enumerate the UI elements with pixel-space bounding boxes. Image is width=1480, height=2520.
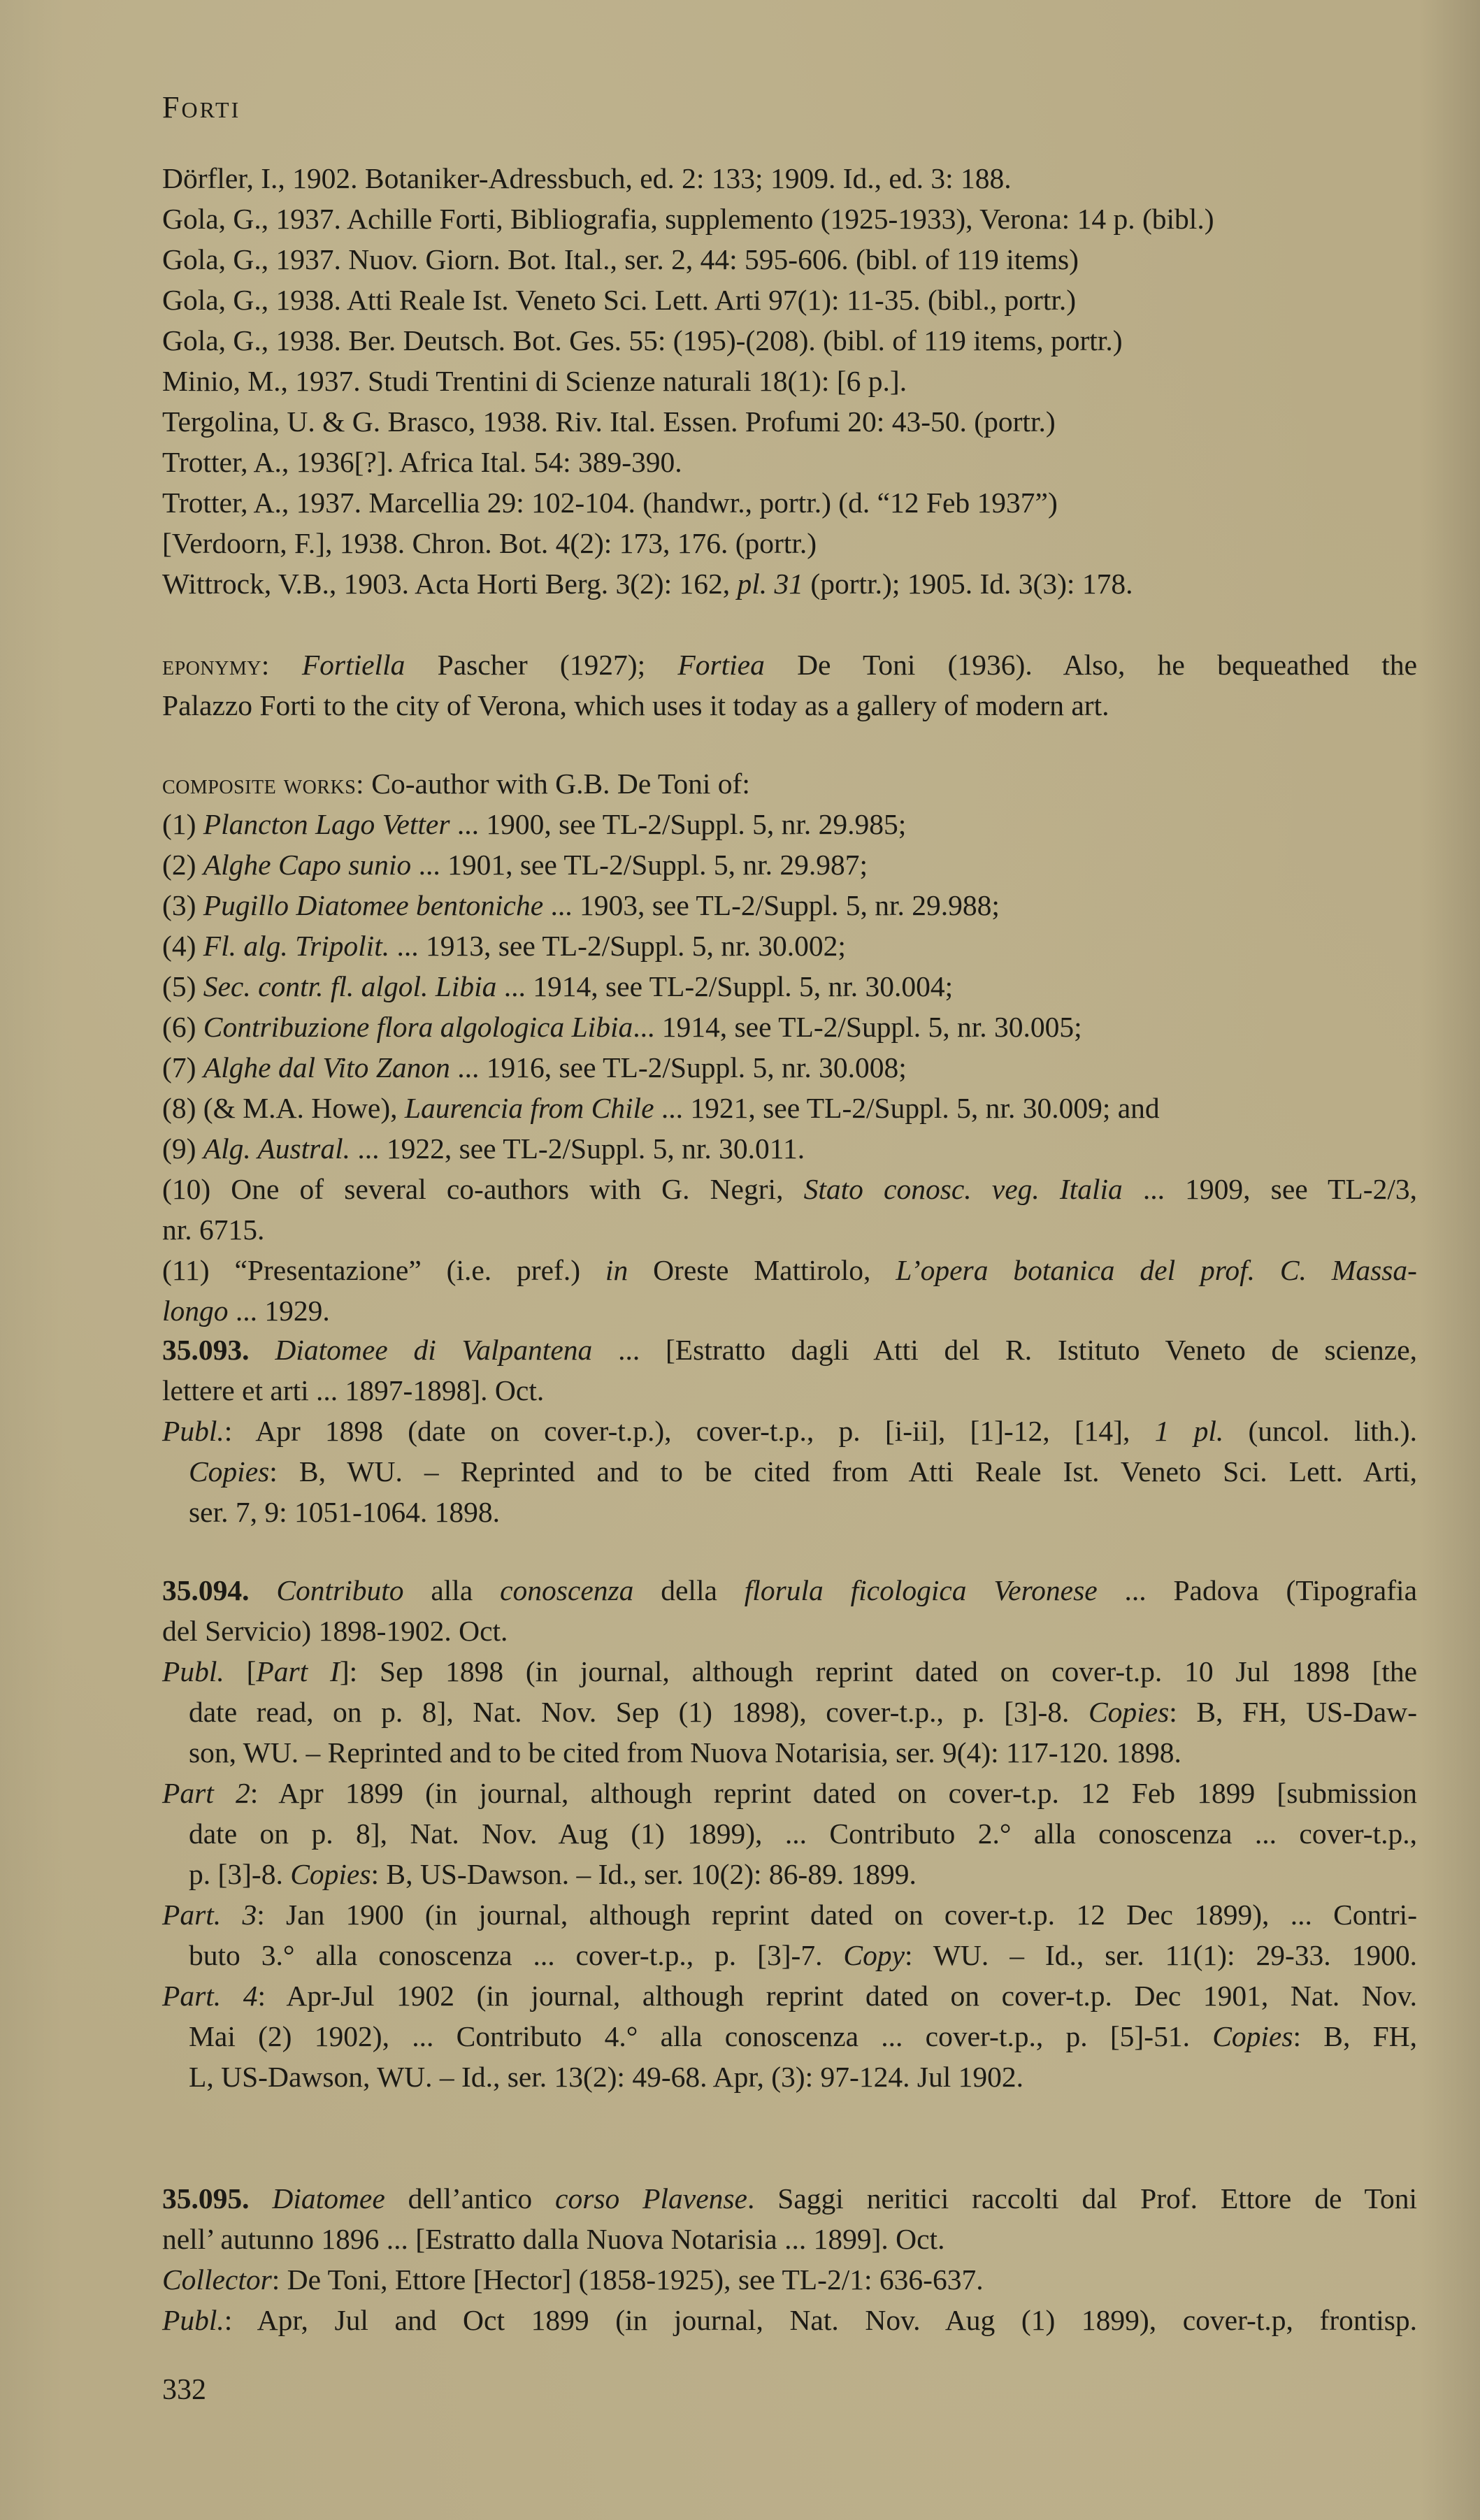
- composite-item: [162, 1007, 1417, 1047]
- entry-text: ... Padova (Tipografia: [1097, 1574, 1417, 1606]
- running-head-rest: ORTI: [181, 97, 241, 122]
- composite-intro-text: Co-author with G.B. De Toni of:: [364, 768, 750, 800]
- item-text: (11) “Presentazione” (i.e. pref.): [162, 1254, 605, 1286]
- entry-number: 35.094.: [162, 1574, 250, 1606]
- item-number: (8) (& M.A. Howe),: [162, 1092, 405, 1124]
- item-text: Oreste Mattirolo,: [628, 1254, 896, 1286]
- publ-line: [162, 1651, 1417, 1692]
- item-title: Alg. Austral.: [203, 1132, 350, 1165]
- entry-35-095: [162, 2178, 1417, 2340]
- item-text: ... 1903, see TL-2/Suppl. 5, nr. 29.988;: [543, 889, 1000, 921]
- item-title: Laurencia from Chile: [404, 1092, 654, 1124]
- part-line: date on p. 8], Nat. Nov. Aug (1) 1899), ... Contributo 2.° alla conoscenza ... cover-t.p.,: [189, 1817, 1417, 1850]
- publ-text: ]: Sep 1898 (in journal, although reprint dated on cover-t.p. 10 Jul 1898 [the: [339, 1655, 1417, 1687]
- eponym-text: [270, 649, 302, 681]
- composite-item: [162, 1128, 1417, 1169]
- collector-text: : De Toni, Ettore [Hector] (1858-1925), see TL-2/1: 636-637.: [271, 2263, 984, 2296]
- entry-title: florula ficologica Veronese: [744, 1574, 1098, 1606]
- entry-text: ... [Estratto dagli Atti del R. Istituto Veneto de scienze,: [592, 1334, 1418, 1366]
- item-title: Stato conosc. veg. Italia: [803, 1173, 1123, 1205]
- item-text: ... 1909, see TL-2/3,: [1122, 1173, 1417, 1205]
- composite-intro: [162, 763, 1417, 804]
- part-text: Mai (2) 1902), ... Contributo 4.° alla conoscenza ... cover-t.p., p. [5]-51.: [189, 2020, 1213, 2052]
- part-line: [162, 1894, 1417, 1935]
- publ-text: date read, on p. 8], Nat. Nov. Sep (1) 1898), cover-t.p., p. [3]-8.: [189, 1696, 1089, 1728]
- item-number: (1): [162, 808, 203, 840]
- plate-ref: 1 pl.: [1154, 1415, 1224, 1447]
- running-head: [162, 89, 240, 125]
- item-text: ... 1900, see TL-2/Suppl. 5, nr. 29.985;: [450, 808, 907, 840]
- entry-text: dell’antico: [385, 2182, 556, 2215]
- reference-item: Gola, G., 1937. Nuov. Giorn. Bot. Ital., ser. 2, 44: 595-606. (bibl. of 119 items): [162, 243, 1079, 275]
- item-number: (5): [162, 970, 203, 1002]
- eponymy-line: Palazzo Forti to the city of Verona, which uses it today as a gallery of modern art.: [162, 689, 1109, 721]
- publ-label: Publ.: [162, 1415, 224, 1447]
- entry-text: della: [633, 1574, 745, 1606]
- page-number: 332: [162, 2374, 206, 2406]
- composite-item-cont: [162, 1290, 1417, 1331]
- publ-line: [162, 1411, 1417, 1451]
- publ-text: : Apr, Jul and Oct 1899 (in journal, Nat. Nov. Aug (1) 1899), cover-t.p, frontisp.: [224, 2304, 1417, 2336]
- item-number: (2): [162, 849, 203, 881]
- copies-line: ser. 7, 9: 1051-1064. 1898.: [189, 1496, 500, 1528]
- plate-ref: pl. 31: [737, 568, 804, 600]
- item-text: ... 1921, see TL-2/Suppl. 5, nr. 30.009; and: [654, 1092, 1160, 1124]
- item-text: ... 1922, see TL-2/Suppl. 5, nr. 30.011.: [350, 1132, 805, 1165]
- running-head-initial: F: [162, 90, 182, 124]
- copies-label: Copies: [189, 1455, 270, 1488]
- entry-title: conoscenza: [500, 1574, 634, 1606]
- publ-line: son, WU. – Reprinted and to be cited from Nuova Notarisia, ser. 9(4): 117-120. 1898.: [189, 1736, 1181, 1769]
- composite-item: [162, 926, 1417, 966]
- publ-text: [: [224, 1655, 257, 1687]
- copies-label: Copies: [1089, 1696, 1170, 1728]
- reference-item: Gola, G., 1938. Ber. Deutsch. Bot. Ges. 55: (195)-(208). (bibl. of 119 items, portr.): [162, 324, 1123, 357]
- item-text: ... 1913, see TL-2/Suppl. 5, nr. 30.002;: [389, 930, 846, 962]
- eponym-text: Pascher (1927);: [405, 649, 678, 681]
- part-label: Part. 3: [162, 1899, 257, 1931]
- composite-item: [162, 804, 1417, 844]
- entry-title: Diatomee: [272, 2182, 385, 2215]
- item-title: L’opera botanica del prof. C. Massa-: [896, 1254, 1417, 1286]
- item-text: (10) One of several co-authors with G. Negri,: [162, 1173, 804, 1205]
- item-title: Plancton Lago Vetter: [203, 808, 450, 840]
- copies-line: [162, 1451, 1417, 1492]
- composite-item: [162, 885, 1417, 926]
- part-line: [162, 1773, 1417, 1813]
- copies-text: : B, WU. – Reprinted and to be cited from Atti Reale Ist. Veneto Sci. Lett. Arti,: [269, 1455, 1417, 1488]
- part-text: : Apr-Jul 1902 (in journal, although reprint dated on cover-t.p. Dec 1901, Nat. Nov.: [257, 1980, 1418, 2012]
- composite-item: [162, 1088, 1417, 1128]
- item-text: ... 1901, see TL-2/Suppl. 5, nr. 29.987;: [411, 849, 868, 881]
- publ-line: [162, 2300, 1417, 2340]
- eponymy-label: eponymy:: [162, 649, 270, 681]
- reference-item: Tergolina, U. & G. Brasco, 1938. Riv. Ital. Essen. Profumi 20: 43-50. (portr.): [162, 405, 1056, 438]
- item-title: Contribuzione flora algologica Libia: [203, 1011, 633, 1043]
- reference-item: Minio, M., 1937. Studi Trentini di Scienze naturali 18(1): [6 p.].: [162, 365, 907, 397]
- references-list: [162, 158, 1417, 604]
- item-text-italic: in: [605, 1254, 628, 1286]
- item-text: ... 1914, see TL-2/Suppl. 5, nr. 30.004;: [496, 970, 954, 1002]
- item-number: (9): [162, 1132, 203, 1165]
- collector-line: [162, 2259, 1417, 2300]
- item-title: Sec. contr. fl. algol. Libia: [203, 970, 497, 1002]
- eponymy-line: [162, 645, 1417, 685]
- entry-title-line: lettere et arti ... 1897-1898]. Oct.: [162, 1374, 545, 1406]
- part-line: L, US-Dawson, WU. – Id., ser. 13(2): 49-68. Apr, (3): 97-124. Jul 1902.: [189, 2061, 1024, 2093]
- entry-35-094: [162, 1570, 1417, 2097]
- ref-text: Wittrock, V.B., 1903. Acta Horti Berg. 3(2): 162,: [162, 568, 738, 600]
- item-text: ... 1916, see TL-2/Suppl. 5, nr. 30.008;: [450, 1051, 907, 1083]
- entry-title-line: del Servicio) 1898-1902. Oct.: [162, 1615, 508, 1647]
- publ-text: : Apr 1898 (date on cover-t.p.), cover-t.p., p. [i-ii], [1]-12, [14],: [224, 1415, 1155, 1447]
- composite-item: [162, 1250, 1417, 1290]
- composite-item: [162, 1169, 1417, 1209]
- entry-number: 35.095.: [162, 2182, 250, 2215]
- composite-label: composite works:: [162, 768, 364, 800]
- copies-label: Copies: [1212, 2020, 1293, 2052]
- part-line: [162, 2016, 1417, 2057]
- entry-number: 35.093.: [162, 1334, 250, 1366]
- entry-title-line: nell’ autunno 1896 ... [Estratto dalla Nuova Notarisia ... 1899]. Oct.: [162, 2223, 945, 2255]
- publ-label: Publ.: [162, 1655, 224, 1687]
- part-line: [162, 1975, 1417, 2016]
- entry-title: Diatomee di Valpantena: [275, 1334, 593, 1366]
- copies-label: Copies: [290, 1858, 371, 1890]
- reference-item: [162, 563, 1417, 604]
- item-number: (7): [162, 1051, 203, 1083]
- entry-title-line: [162, 1570, 1417, 1611]
- part-label: Part 2: [162, 1777, 250, 1809]
- composite-item-cont: nr. 6715.: [162, 1214, 265, 1246]
- item-title: Alghe Capo sunio: [203, 849, 412, 881]
- entry-title: corso Plavense: [555, 2182, 747, 2215]
- item-text: ... 1929.: [228, 1295, 330, 1327]
- part-text: : B, US-Dawson. – Id., ser. 10(2): 86-89. 1899.: [371, 1858, 917, 1890]
- composite-works-section: [162, 763, 1417, 1331]
- part-label: Part. 4: [162, 1980, 258, 2012]
- eponym-text: De Toni (1936). Also, he bequeathed the: [764, 649, 1417, 681]
- reference-item: Trotter, A., 1936[?]. Africa Ital. 54: 389-390.: [162, 446, 682, 478]
- composite-item: [162, 844, 1417, 885]
- part-line: [162, 1935, 1417, 1975]
- reference-item: Trotter, A., 1937. Marcellia 29: 102-104. (handwr., portr.) (d. “12 Feb 1937”): [162, 487, 1058, 519]
- collector-label: Collector: [162, 2263, 272, 2296]
- item-text: ... 1914, see TL-2/Suppl. 5, nr. 30.005;: [633, 1011, 1082, 1043]
- eponym-genus: Fortiella: [301, 649, 405, 681]
- reference-item: Gola, G., 1937. Achille Forti, Bibliografia, supplemento (1925-1933), Verona: 14 p. (bibl.): [162, 203, 1214, 235]
- entry-title-line: [162, 2178, 1417, 2219]
- item-title: longo: [162, 1295, 229, 1327]
- item-number: (6): [162, 1011, 203, 1043]
- item-title: Fl. alg. Tripolit.: [203, 930, 390, 962]
- entry-text: alla: [403, 1574, 501, 1606]
- item-number: (3): [162, 889, 203, 921]
- part-label: Part I: [256, 1655, 340, 1687]
- part-text: : B, FH,: [1293, 2020, 1418, 2052]
- part-text: buto 3.° alla conoscenza ... cover-t.p., p. [3]-7.: [189, 1939, 844, 1971]
- item-number: (4): [162, 930, 203, 962]
- part-text: : WU. – Id., ser. 11(1): 29-33. 1900.: [905, 1939, 1417, 1971]
- copies-label: Copy: [843, 1939, 905, 1971]
- reference-item: Gola, G., 1938. Atti Reale Ist. Veneto Sci. Lett. Arti 97(1): 11-35. (bibl., portr.): [162, 284, 1077, 316]
- publ-text: : B, FH, US-Daw-: [1169, 1696, 1418, 1728]
- item-title: Alghe dal Vito Zanon: [203, 1051, 450, 1083]
- eponymy-section: [162, 645, 1417, 726]
- eponym-genus: Fortiea: [677, 649, 765, 681]
- composite-item: [162, 1047, 1417, 1088]
- reference-item: [Verdoorn, F.], 1938. Chron. Bot. 4(2): 173, 176. (portr.): [162, 527, 817, 559]
- part-text: : Jan 1900 (in journal, although reprint dated on cover-t.p. 12 Dec 1899), ... Contri-: [257, 1899, 1418, 1931]
- entry-35-093: [162, 1330, 1417, 1532]
- publ-label: Publ.: [162, 2304, 224, 2336]
- entry-title: Contributo: [276, 1574, 404, 1606]
- ref-text: (portr.); 1905. Id. 3(3): 178.: [803, 568, 1133, 600]
- reference-item: Dörfler, I., 1902. Botaniker-Adressbuch, ed. 2: 133; 1909. Id., ed. 3: 188.: [162, 162, 1012, 194]
- composite-item: [162, 966, 1417, 1007]
- entry-text: . Saggi neritici raccolti dal Prof. Ettore de Toni: [747, 2182, 1418, 2215]
- item-title: Pugillo Diatomee bentoniche: [203, 889, 544, 921]
- publ-text: (uncol. lith.).: [1223, 1415, 1417, 1447]
- entry-title-line: [162, 1330, 1417, 1370]
- part-text: p. [3]-8.: [189, 1858, 291, 1890]
- publ-line: [162, 1692, 1417, 1732]
- part-text: : Apr 1899 (in journal, although reprint dated on cover-t.p. 12 Feb 1899 [submission: [250, 1777, 1418, 1809]
- part-line: [162, 1854, 1417, 1894]
